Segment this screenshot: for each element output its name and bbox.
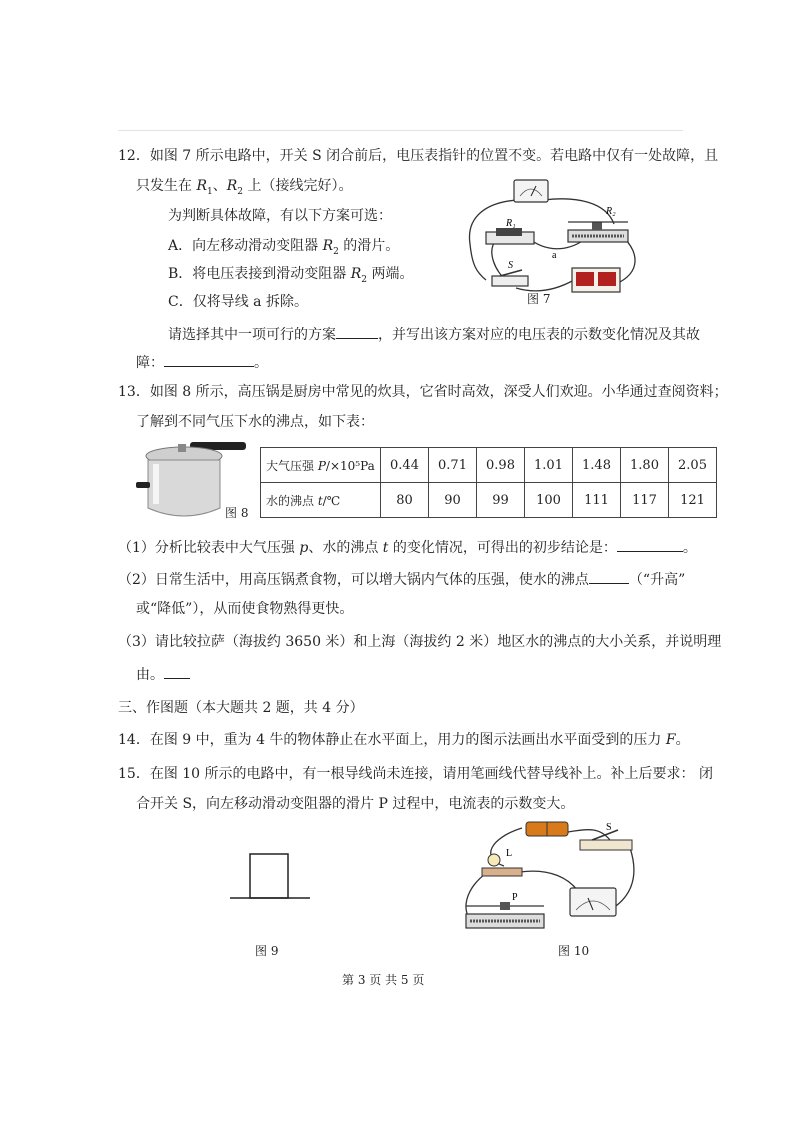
table-cell: 1.01 xyxy=(525,448,573,483)
table-cell: 0.71 xyxy=(429,448,477,483)
figure-10-circuit xyxy=(460,818,640,940)
voltmeter xyxy=(514,180,548,202)
q12-line2: 只发生在 $R_1$、$R_2$ 上（接线完好）。 xyxy=(136,178,353,197)
table-cell: 100 xyxy=(525,483,573,518)
table-cell: 0.44 xyxy=(381,448,429,483)
table-cell: 99 xyxy=(477,483,525,518)
svg-text:R₁: R₁ xyxy=(506,218,516,229)
table-cell: 111 xyxy=(573,483,621,518)
page-footer: 第 3 页 共 5 页 xyxy=(342,973,425,987)
q12-ask-line2: 障： 。 xyxy=(136,352,268,373)
table-cell: 1.80 xyxy=(621,448,669,483)
rheostat-slider xyxy=(592,222,602,230)
q13-sub2: （2）日常生活中，用高压锅煮食物，可以增大锅内气体的压强，使水的沸点 （“升高” xyxy=(118,569,685,590)
page-top-rule xyxy=(118,130,683,131)
battery-cell xyxy=(598,272,616,286)
q12-option-b: B．将电压表接到滑动变阻器 $R_2$ 两端。 xyxy=(168,266,414,285)
table-row-boiling xyxy=(261,483,717,518)
row-header-pressure: 大气压强 P/×10⁵Pa xyxy=(261,448,381,483)
table-row-pressure xyxy=(261,448,717,483)
q12-option-a: A．向左移动滑动变阻器 $R_2$ 的滑片。 xyxy=(168,238,400,257)
answer-blank[interactable] xyxy=(589,569,629,584)
table-cell: 90 xyxy=(429,483,477,518)
boiling-point-table xyxy=(260,447,717,518)
rheostat-slider-p xyxy=(500,902,510,910)
table-cell: 0.98 xyxy=(477,448,525,483)
table-cell: 121 xyxy=(669,483,717,518)
svg-text:a: a xyxy=(552,250,557,261)
section-3-title: 三、作图题（本大题共 2 题，共 4 分） xyxy=(118,700,364,716)
answer-blank[interactable] xyxy=(164,352,254,367)
q14-text: 14．在图 9 中，重为 4 牛的物体静止在水平面上，用力的图示法画出水平面受到的压力 F。 xyxy=(118,732,690,748)
q12-ask-line1: 请选择其中一项可行的方案 ，并写出该方案对应的电压表的示数变化情况及其故 xyxy=(168,324,700,345)
figure-10-caption: 图 10 xyxy=(558,944,590,958)
answer-blank[interactable] xyxy=(617,537,683,552)
ammeter xyxy=(570,888,616,916)
svg-text:R₂: R₂ xyxy=(606,206,616,217)
q13-sub3: （3）请比较拉萨（海拔约 3650 米）和上海（海拔约 2 米）地区水的沸点的大小关系，并说明理 xyxy=(118,634,722,650)
q15-line2: 合开关 S，向左移动滑动变阻器的滑片 P 过程中，电流表的示数变大。 xyxy=(136,796,575,812)
lamp-base xyxy=(482,868,522,876)
figure-9-block xyxy=(228,848,312,904)
resistor-r1-body xyxy=(496,228,522,236)
wire xyxy=(492,240,506,280)
svg-text:P: P xyxy=(512,892,518,903)
q12-option-c: C．仅将导线 a 拆除。 xyxy=(168,294,308,310)
svg-text:L: L xyxy=(506,848,513,859)
answer-blank[interactable] xyxy=(164,664,190,679)
q15-line1: 15．在图 10 所示的电路中，有一根导线尚未连接，请用笔画线代替导线补上。补上后要求： 闭 xyxy=(118,766,713,782)
figure-7-circuit xyxy=(456,172,646,320)
figure-9-caption: 图 9 xyxy=(255,944,279,958)
table-cell: 2.05 xyxy=(669,448,717,483)
svg-text:S: S xyxy=(606,822,612,833)
svg-text:S: S xyxy=(508,260,513,271)
lamp-l xyxy=(488,854,500,866)
q13-line2: 了解到不同气压下水的沸点，如下表： xyxy=(136,414,374,430)
q13-sub2-cont: 或“降低”），从而使食物熟得更快。 xyxy=(136,601,354,617)
q12-line1: 12．如图 7 所示电路中，开关 S 闭合前后，电压表指针的位置不变。若电路中仅有一处故障，且 xyxy=(118,148,719,164)
switch-s xyxy=(492,276,528,286)
wire xyxy=(544,199,614,224)
table-cell: 1.48 xyxy=(573,448,621,483)
q13-sub1: （1）分析比较表中大气压强 p、水的沸点 t 的变化情况，可得出的初步结论是： 。 xyxy=(118,537,697,558)
q12-intro: 为判断具体故障，有以下方案可选： xyxy=(168,208,392,224)
row-header-boiling: 水的沸点 t/℃ xyxy=(261,483,381,518)
figure-8-caption: 图 8 xyxy=(225,506,249,520)
table-cell: 117 xyxy=(621,483,669,518)
figure-7-caption: 图 7 xyxy=(527,292,551,306)
q13-sub3-cont: 由。 xyxy=(136,664,190,685)
q13-line1: 13．如图 8 所示，高压锅是厨房中常见的炊具，它省时高效，深受人们欢迎。小华通过查阅资料； xyxy=(118,384,728,400)
block xyxy=(250,854,288,898)
cooker-valve xyxy=(178,444,186,452)
switch-s xyxy=(580,840,632,850)
cooker-side-handle xyxy=(136,482,150,488)
table-cell: 80 xyxy=(381,483,429,518)
answer-blank[interactable] xyxy=(336,324,378,339)
battery-cell xyxy=(576,272,594,286)
